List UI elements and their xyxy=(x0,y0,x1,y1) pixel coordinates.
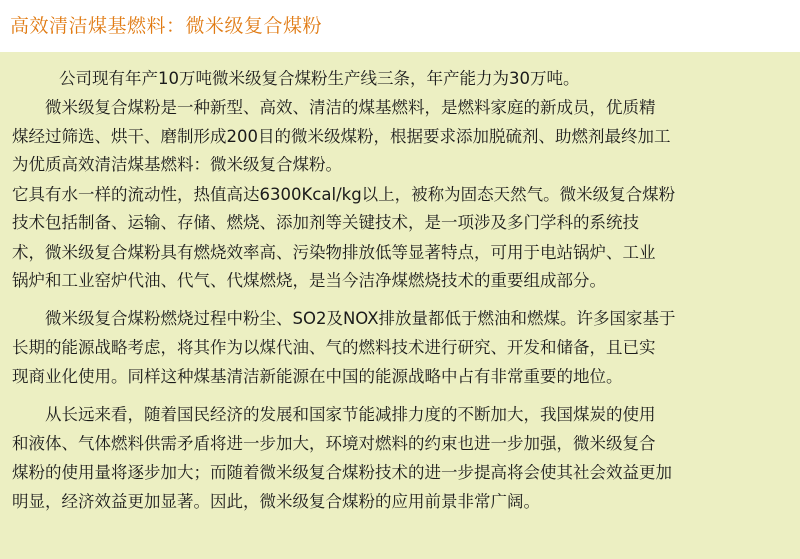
text-line: 锅炉和工业窑炉代油、代气、代煤燃烧，是当今洁净煤燃烧技术的重要组成部分。 xyxy=(12,271,606,290)
content-panel xyxy=(0,52,800,559)
text-line: 公司现有年产10万吨微米级复合煤粉生产线三条，年产能力为30万吨。 xyxy=(59,69,580,88)
text-line: 和液体、气体燃料供需矛盾将进一步加大，环境对燃料的约束也进一步加强，微米级复合 xyxy=(12,434,656,453)
text-line: 煤粉的使用量将逐步加大；而随着微米级复合煤粉技术的进一步提高将会使其社会效益更加 xyxy=(12,463,672,482)
page-title: 高效清洁煤基燃料：微米级复合煤粉 xyxy=(10,15,323,37)
text-line: 它具有水一样的流动性，热值高达6300Kcal/kg以上，被称为固态天然气。微米级复合煤粉 xyxy=(12,185,676,204)
text-line: 现商业化使用。同样这种煤基清洁新能源在中国的能源战略中占有非常重要的地位。 xyxy=(12,367,623,386)
text-line: 煤经过筛选、烘干、磨制形成200目的微米级煤粉，根据要求添加脱硫剂、助燃剂最终加工 xyxy=(12,127,671,146)
text-line: 技术包括制备、运输、存储、燃烧、添加剂等关键技术，是一项涉及多门学科的系统技 xyxy=(12,213,639,232)
text-line: 明显，经济效益更加显著。因此，微米级复合煤粉的应用前景非常广阔。 xyxy=(12,492,540,511)
text-line: 长期的能源战略考虑，将其作为以煤代油、气的燃料技术进行研究、开发和储备，且已实 xyxy=(12,338,656,357)
text-line: 微米级复合煤粉是一种新型、高效、清洁的煤基燃料，是燃料家庭的新成员，优质精 xyxy=(45,98,656,117)
text-line: 从长远来看，随着国民经济的发展和国家节能减排力度的不断加大，我国煤炭的使用 xyxy=(45,405,656,424)
text-line: 为优质高效清洁煤基燃料：微米级复合煤粉。 xyxy=(12,155,342,174)
text-line: 微米级复合煤粉燃烧过程中粉尘、SO2及NOX排放量都低于燃油和燃煤。许多国家基于 xyxy=(45,309,676,328)
text-line: 术，微米级复合煤粉具有燃烧效率高、污染物排放低等显著特点，可用于电站锅炉、工业 xyxy=(12,243,656,262)
